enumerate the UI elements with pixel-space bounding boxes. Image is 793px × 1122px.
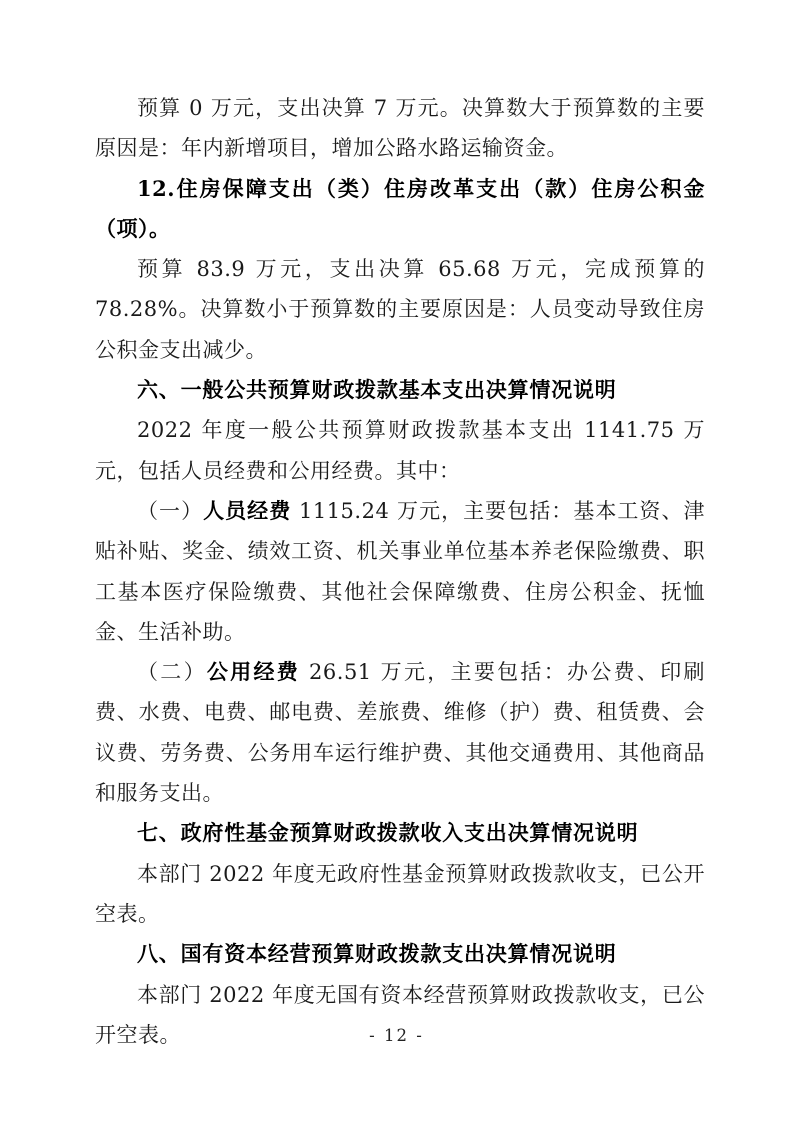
paragraph-public-funds bbox=[95, 652, 705, 813]
paragraph-item-12-detail: 预算 83.9 万元，支出决算 65.68 万元，完成预算的 78.28%。决算数小于预算数的主要原因是：人员变动导致住房公积金支出减少。 bbox=[95, 257, 705, 362]
public-funds-term: 公用经费 bbox=[206, 659, 301, 685]
page-number: - 12 - bbox=[369, 1026, 424, 1045]
public-funds-prefix: （二） bbox=[137, 660, 207, 685]
paragraph-section-8-body: 本部门 2022 年度无国有资本经营预算财政拨款收支，已公开空表。 bbox=[95, 982, 705, 1047]
heading-section-8-state-capital: 八、国有资本经营预算财政拨款支出决算情况说明 bbox=[137, 942, 617, 967]
personnel-funds-prefix: （一） bbox=[137, 498, 204, 523]
heading-section-7-government-funds: 七、政府性基金预算财政拨款收入支出决算情况说明 bbox=[137, 821, 639, 846]
public-funds-detail: 26.51 万元，主要包括：办公费、印刷费、水费、电费、邮电费、差旅费、维修（护）费、租赁费、会议费、劳务费、公务用车运行维护费、其他交通费用、其他商品和服务支出。 bbox=[95, 660, 705, 806]
heading-section-6-basic-expenditure: 六、一般公共预算财政拨款基本支出决算情况说明 bbox=[137, 378, 617, 403]
document-body bbox=[95, 88, 705, 1055]
personnel-funds-detail: 1115.24 万元，主要包括：基本工资、津贴补贴、奖金、绩效工资、机关事业单位基本养老保险缴费、职工基本医疗保险缴费、其他社会保障缴费、住房公积金、抚恤金、生活补助。 bbox=[95, 498, 705, 644]
paragraph-section-7-body: 本部门 2022 年度无政府性基金预算财政拨款收支，已公开空表。 bbox=[95, 861, 705, 926]
paragraph-section-6-intro: 2022 年度一般公共预算财政拨款基本支出 1141.75 万元，包括人员经费和公用经费。其中： bbox=[95, 418, 705, 483]
personnel-funds-term: 人员经费 bbox=[203, 497, 292, 523]
heading-item-12-housing-fund: 12.住房保障支出（类）住房改革支出（款）住房公积金（项）。 bbox=[95, 175, 705, 241]
paragraph-expense-note-continued: 预算 0 万元，支出决算 7 万元。决算数大于预算数的主要原因是：年内新增项目，增加公路水路运输资金。 bbox=[95, 96, 705, 161]
paragraph-personnel-funds bbox=[95, 491, 705, 652]
